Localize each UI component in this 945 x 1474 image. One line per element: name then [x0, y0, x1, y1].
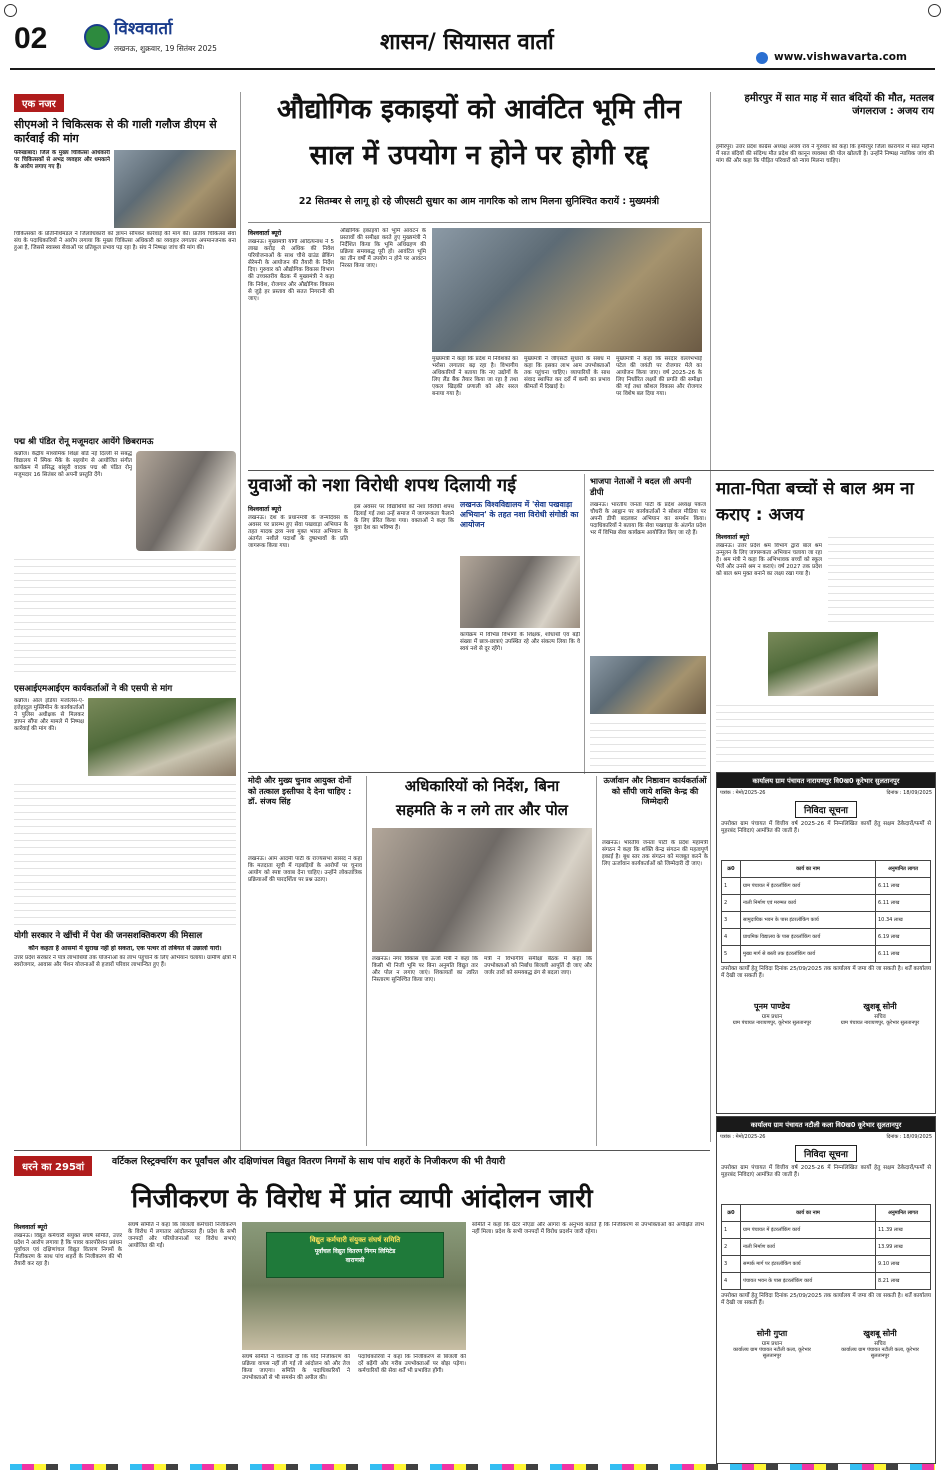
- tender1-office: कार्यालय ग्राम पंचायत नारायणपुर वि0ख0 कूरेभार सुलतानपुर: [717, 773, 935, 788]
- youth-body-c: कार्यक्रम में विभिन्न विभागों के शिक्षक, शोधार्थी एवं बड़ी संख्या में छात्र-छात्राएं उपस्थित रहे और संकल्प लिया कि वे स्वयं नशे से दूर रहेंगे।: [460, 632, 580, 653]
- tender2-intro: उपरोक्त ग्राम पंचायत में वित्तीय वर्ष 2025-26 में निम्नलिखित कार्यों हेतु सक्षम ठेकेदारों/फर्मों से मुहरबंद निविदाएं आमंत्रित की जाती हैं।: [721, 1165, 931, 1179]
- tender2-col-header: अनुमानित लागत: [876, 1205, 931, 1222]
- column-divider: [584, 474, 585, 774]
- bjp-photo: [590, 656, 706, 714]
- table-cell: ग्राम पंचायत में इंटरलॉकिंग कार्य: [741, 1222, 876, 1239]
- tender1-table: [721, 860, 931, 963]
- bottom-headline: निजीकरण के विरोध में प्रांत व्यापी आंदोलन जारी: [131, 1184, 593, 1214]
- table-cell: नाली निर्माण एवं मरम्मत कार्य: [741, 895, 876, 912]
- officials-photo: [372, 828, 592, 952]
- story1-photo: [114, 150, 236, 228]
- story4-headline: योगी सरकार ने खींची में पेश की जनसशक्तिकरण की मिसाल: [14, 931, 203, 941]
- table-cell: 8.21 लाख: [876, 1273, 931, 1290]
- modi-headline: मोदी और मुख्य चुनाव आयुक्त दोनों को तत्काल इस्तीफा दे देना चाहिए : डॉ. संजय सिंह: [248, 776, 352, 806]
- youth-col1: [248, 504, 348, 768]
- right-top-body: हमीरपुर। उत्तर प्रदेश कांग्रेस अध्यक्ष अजय राय ने गुरुवार को कहा कि हमीरपुर जिला कारागार में सात महीनों में सात बंदियों की संदिग्ध मौत प्रदेश की कानून व्यवस्था की पोल खोलती है। उन्होंने निष्पक्ष न्यायिक जांच की मांग की और कहा कि पीड़ित परिवारों को न्याय मिलना चाहिए।: [716, 144, 934, 165]
- tender1-sign-left-name: पूनम पाण्डेय: [754, 1002, 790, 1011]
- table-cell: 2: [722, 895, 741, 912]
- table-cell: 1: [722, 878, 741, 895]
- modi-body: लखनऊ। आम आदमी पार्टी के राज्यसभा सांसद ने कहा कि मतदाता सूची में गड़बड़ियों के आरोपों पर चुनाव आयोग को स्पष्ट जवाब देना चाहिए। उन्होंने लोकतांत्रिक प्रक्रियाओं की पारदर्शिता पर प्रश्न उठाए।: [248, 856, 362, 884]
- tender1-sign-left-role: ग्राम प्रधान: [761, 1014, 783, 1020]
- table-cell: 6.11 लाख: [876, 895, 931, 912]
- bottom-col1: [14, 1222, 122, 1456]
- youth-headline: युवाओं को नशा विरोधी शपथ दिलायी गई: [248, 475, 517, 496]
- bottom-banner-line2: पूर्वांचल विद्युत वितरण निगम लिमिटेड: [314, 1248, 396, 1255]
- youth-byline: विश्ववार्ता ब्यूरो: [248, 506, 282, 513]
- lead-headline-line1: औद्योगिक इकाइयों को आवंटित भूमि तीन: [276, 94, 682, 125]
- masthead: [0, 0, 945, 66]
- story2-photo: [136, 451, 236, 551]
- bottom-body-col2: संघर्ष समिति ने कहा कि बिजली कर्मचारी निजीकरण के विरोध में लगातार आंदोलनरत हैं। प्रदेश के सभी जनपदों और परियोजनाओं पर विरोध सभाएं आयोजित की गईं।: [128, 1222, 236, 1250]
- tender2-sign-right-name: खुशबू सोनी: [863, 1329, 897, 1338]
- tender2-sign-right-place: कार्यालय ग्राम पंचायत नटौली कला, कूरेभार सुलतानपुर: [841, 1347, 919, 1359]
- table-row: [722, 1239, 931, 1256]
- bjp-body-a: लखनऊ। भारतीय जनता पार्टी के प्रदेश अध्यक्ष पंकज चौधरी के आह्वान पर कार्यकर्ताओं ने सोशल मीडिया पर अपनी डीपी बदलकर अभियान का समर्थन किया। पदाधिकारियों ने बताया कि सेवा पखवाड़ा के अंतर्गत प्रदेश भर में विभिन्न सेवा कार्यक्रम आयोजित किए जा रहे हैं।: [590, 502, 706, 537]
- section-rule: [248, 470, 934, 471]
- tender2-col-header: क्र0: [722, 1205, 741, 1222]
- bottom-body-col3: संघर्ष समिति ने चेतावनी दी कि यदि निजीकरण की प्रक्रिया वापस नहीं ली गई तो आंदोलन को और तेज किया जाएगा। समिति के पदाधिकारियों ने उपभोक्ताओं से भी समर्थन की अपील की।: [242, 1354, 350, 1382]
- bottom-body-col1: लखनऊ। विद्युत कर्मचारी संयुक्त संघर्ष समिति, उत्तर प्रदेश ने आरोप लगाया है कि पावर कारपोरेशन प्रबंधन पूर्वांचल एवं दक्षिणांचल विद्युत वितरण निगमों के निजीकरण के साथ पांच शहरों के निजीकरण की भी तैयारी कर रहा है।: [14, 1233, 122, 1268]
- table-cell: ग्राम पंचायत में इंटरलॉकिंग कार्य: [741, 878, 876, 895]
- table-row: [722, 878, 931, 895]
- table-cell: 6.11 लाख: [876, 946, 931, 963]
- energy-body: लखनऊ। भारतीय जनता पार्टी के प्रदेश महामंत्री संगठन ने कहा कि शक्ति केन्द्र संगठन की महत्वपूर्ण इकाई है। बूथ स्तर तक संगठन को मजबूत करने के लिए ऊर्जावान कार्यकर्ताओं को जिम्मेदारी दी जाए।: [602, 840, 708, 868]
- tender1-col-header: अनुमानित लागत: [876, 861, 931, 878]
- story4-body: उत्तर प्रदेश सरकार ने पात्र लाभार्थियों तक योजनाओं का लाभ पहुंचाने के लिए अभियान चलाया। ग्रामीण क्षेत्रों में स्वरोजगार, आवास और पेंशन योजनाओं से हजारों परिवार लाभान्वित हुए हैं।: [14, 955, 236, 969]
- paper-name: विश्ववार्ता: [114, 19, 173, 39]
- parents-body: लखनऊ। उत्तर प्रदेश श्रम विभाग द्वारा बाल श्रम उन्मूलन के लिए जागरूकता अभियान चलाया जा रहा है। श्रम मंत्री ने कहा कि अभिभावक बच्चों को स्कूल भेजें और उनसे श्रम न कराएं। वर्ष 2027 तक प्रदेश को बाल श्रम मुक्त बनाने का लक्ष्य रखा गया है।: [716, 543, 822, 578]
- table-cell: 3: [722, 912, 741, 929]
- table-cell: 4: [722, 929, 741, 946]
- tender1-intro: उपरोक्त ग्राम पंचायत में वित्तीय वर्ष 2025-26 में निम्नलिखित कार्यों हेतु सक्षम ठेकेदारों/फर्मों से मुहरबंद निविदाएं आमंत्रित की जाती हैं।: [721, 821, 931, 835]
- left-column: [14, 92, 236, 1147]
- bjp-body-cont: [590, 718, 706, 768]
- dateline: लखनऊ, शुक्रवार, 19 सितंबर 2025: [114, 44, 217, 53]
- tender2-office: कार्यालय ग्राम पंचायत नटौली कला वि0ख0 कूरेभार सुलतानपुर: [717, 1117, 935, 1132]
- table-cell: 5: [722, 946, 741, 963]
- table-cell: 6.11 लाख: [876, 878, 931, 895]
- bottom-banner: [266, 1232, 444, 1278]
- lead-headline-line2: साल में उपयोग न होने पर होगी रद्द: [309, 140, 649, 171]
- table-cell: 13.99 लाख: [876, 1239, 931, 1256]
- tender2-footer: उपरोक्त कार्यों हेतु निविदा दिनांक 25/09/2025 तक कार्यालय में जमा की जा सकती है। शर्तें कार्यालय में देखी जा सकती हैं।: [721, 1293, 931, 1307]
- table-row: [722, 1256, 931, 1273]
- tender2-title: निविदा सूचना: [795, 1145, 857, 1162]
- tender1-footer: उपरोक्त कार्यों हेतु निविदा दिनांक 25/09/2025 तक कार्यालय में जमा की जा सकती है। शर्तें कार्यालय में देखी जा सकती हैं।: [721, 966, 931, 980]
- column-divider: [366, 776, 367, 1146]
- column-divider: [710, 92, 711, 1142]
- tender2-letter-no: पत्रांक : मेमो/2025-26: [720, 1134, 766, 1140]
- officials-body-b: मंत्री ने विभागीय समीक्षा बैठक में कहा कि उपभोक्ताओं को निर्बाध बिजली आपूर्ति दी जाए और जर्जर तारों को समयबद्ध ढंग से बदला जाए।: [484, 956, 592, 977]
- story4-sub: कौन कहता है आसमां में सुराख नहीं हो सकता, एक पत्थर तो तबियत से उछालो यारो।: [28, 945, 222, 952]
- parents-body-cont2: [716, 700, 934, 766]
- column-divider: [240, 92, 241, 1150]
- section-title: शासन/ सियासत वार्ता: [380, 30, 554, 55]
- section-rule: [248, 772, 710, 773]
- tender1-col-header: कार्य का नाम: [741, 861, 876, 878]
- officials-headline-line2: सहमति के न लगे तार और पोल: [396, 801, 568, 819]
- table-cell: प्राथमिक विद्यालय के पास इंटरलॉकिंग कार्य: [741, 929, 876, 946]
- youth-photo: [460, 556, 580, 628]
- story2-headline: पद्म श्री पंडित रोनू मजूमदार आयेंगे छिबरामऊ: [14, 437, 154, 447]
- story3-body: कन्नौज। ऑल इंडिया मजलिस-ए-इत्तेहादुल मुस्लिमीन के कार्यकर्ताओं ने पुलिस अधीक्षक से मिलकर ज्ञापन सौंपा और मामले में निष्पक्ष कार्रवाई की मांग की।: [14, 698, 84, 733]
- table-cell: नाली निर्माण कार्य: [741, 1239, 876, 1256]
- tender1-col-header: क्र0: [722, 861, 741, 878]
- lead-subhead: 22 सितम्बर से लागू हो रहे जीएसटी सुधार का आम नागरिक को लाभ मिलना सुनिश्चित करायें : मुख्यमंत्री: [298, 196, 660, 207]
- youth-body-b: इस अवसर पर विद्यार्थियों को नशा विरोधी शपथ दिलाई गई तथा उन्हें समाज में जागरूकता फैलाने के लिए प्रेरित किया गया। वक्ताओं ने कहा कि युवा देश का भविष्य हैं।: [354, 504, 454, 532]
- table-cell: 9.10 लाख: [876, 1256, 931, 1273]
- bottom-byline: विश्ववार्ता ब्यूरो: [14, 1224, 48, 1231]
- lead-subhead-rule: [248, 222, 710, 223]
- youth-body-a: लखनऊ। देश के प्रधानमंत्री के जन्मदिवस के अवसर पर प्रारम्भ हुए सेवा पखवाड़ा अभियान के तहत मादक द्रव्य नशा मुक्त भारत अभियान के अंतर्गत नशीले पदार्थों के दुष्प्रभावों के प्रति जागरूक किया गया।: [248, 515, 348, 550]
- color-calibration-strip: [10, 1464, 935, 1470]
- bottom-kicker: धरने का 295वां: [14, 1156, 92, 1176]
- lead-body-col3: मुख्यमंत्री ने कहा कि प्रदेश में निवेशकों का भरोसा लगातार बढ़ रहा है। विभागीय अधिकारियों ने बताया कि नए उद्योगों के लिए लैंड बैंक तैयार किया जा रहा है तथा एकल खिड़की प्रणाली को और सरल बनाया गया है।: [432, 356, 518, 398]
- table-cell: मुख्य मार्ग से बस्ती तक इंटरलॉकिंग कार्य: [741, 946, 876, 963]
- tender1-title: निविदा सूचना: [795, 801, 857, 818]
- bottom-banner-line3: वाराणसी: [345, 1257, 365, 1264]
- globe-icon: [756, 52, 768, 64]
- bottom-body-col4: पदाधिकारियों ने कहा कि निजीकरण से बिजली की दरें बढ़ेंगी और गरीब उपभोक्ताओं पर बोझ पड़ेगा। कर्मचारियों की सेवा शर्तें भी प्रभावित होंगी।: [358, 1354, 466, 1375]
- right-top-headline: हमीरपुर में सात माह में सात बंदियों की मौत, मतलब जंगलराज : अजय राय: [744, 93, 934, 117]
- tender1-sign-right-role: सचिव: [874, 1014, 886, 1020]
- tender1-sign-left-place: ग्राम पंचायत नारायणपुर, कूरेभार सुलतानपुर: [732, 1020, 812, 1026]
- lead-body-col4: मुख्यमंत्री ने जीएसटी सुधारों के संबंध में कहा कि इसका लाभ आम उपभोक्ताओं तक पहुंचना चाहिए। व्यापारियों के साथ संवाद स्थापित कर दरों में कमी का प्रभाव कीमतों में दिखाई दे।: [524, 356, 610, 391]
- story3-body-cont: [14, 779, 236, 925]
- website-url[interactable]: www.vishwavarta.com: [774, 51, 907, 63]
- story1-lead: फर्रुखाबाद। जिले के मुख्य चिकित्सा अधिकारी पर चिकित्सकों से अभद्र व्यवहार और धमकाने के आरोप लगाए गए हैं।: [14, 150, 110, 171]
- registration-mark-icon: [928, 4, 941, 17]
- story2-body: कन्नौज। केंद्रीय माध्यमिक शिक्षा बोर्ड नई दिल्ली से संबद्ध विद्यालय में स्पिक मैके के सहयोग से आयोजित संगीत कार्यक्रम में प्रसिद्ध बांसुरी वादक पद्म श्री पंडित रोनू मजूमदार 16 सितंबर को अपनी प्रस्तुति देंगे।: [14, 451, 132, 479]
- table-row: [722, 895, 931, 912]
- masthead-logo-icon: [84, 24, 110, 50]
- parents-headline: माता-पिता बच्चों से बाल श्रम ना कराए : अजय: [716, 479, 914, 525]
- parents-byline: विश्ववार्ता ब्यूरो: [716, 534, 750, 541]
- story2-body-cont: [14, 554, 236, 678]
- lead-photo: [432, 228, 702, 352]
- tender1-letter-no: पत्रांक : मेमो/2025-26: [720, 790, 766, 796]
- table-cell: पंचायत भवन के पास इंटरलॉकिंग कार्य: [741, 1273, 876, 1290]
- section-rule: [14, 1150, 710, 1151]
- lead-body-col1: लखनऊ। मुख्यमंत्री योगी आदित्यनाथ ने 5 लाख करोड़ से अधिक की निवेश परियोजनाओं के साथ चौथे ग्राउंड ब्रेकिंग सेरेमनी के आयोजन की तैयारी के निर्देश दिए। गुरुवार को औद्योगिक विकास विभाग की उच्चस्तरीय बैठक में मुख्यमंत्री ने कहा कि निवेश, रोजगार और औद्योगिक विकास से जुड़े हर प्रस्ताव की सतत निगरानी की जाए।: [248, 239, 334, 302]
- tender2-sign-left-name: सोनी गुप्ता: [756, 1329, 788, 1338]
- bottom-body-col5: समिति ने कहा कि ग्रेटर नोएडा और आगरा के अनुभव बताते हैं कि निजीकरण से उपभोक्ताओं को अपेक्षित लाभ नहीं मिला। प्रदेश के सभी जनपदों में विरोध प्रदर्शन जारी रहेगा।: [472, 1222, 704, 1236]
- page-number: 02: [14, 22, 48, 55]
- masthead-rule: [10, 68, 935, 70]
- officials-headline-line1: अधिकारियों को निर्देश, बिना: [404, 777, 560, 795]
- officials-body-a: लखनऊ। नगर विकास एवं ऊर्जा मंत्री ने कहा कि किसी भी निजी भूमि पर बिना अनुमति विद्युत तार और पोल न लगाए जाएं। शिकायतों का त्वरित निस्तारण सुनिश्चित किया जाए।: [372, 956, 478, 984]
- parents-body-cont: [828, 532, 934, 628]
- table-cell: 1: [722, 1222, 741, 1239]
- story1-body: चिकित्सकों के प्रतिनिधिमंडल ने जिलाधिकारी को ज्ञापन सौंपकर कार्रवाई की मांग की। प्रांतीय चिकित्सा सेवा संघ के पदाधिकारियों ने आरोप लगाया कि मुख्य चिकित्सा अधिकारी का व्यवहार लगातार अपमानजनक बना हुआ है, जिससे स्वास्थ्य सेवाओं पर प्रतिकूल प्रभाव पड़ रहा है। संघ ने निष्पक्ष जांच की मांग की।: [14, 231, 236, 252]
- bottom-photo: [242, 1222, 466, 1350]
- table-row: [722, 1273, 931, 1290]
- parents-photo: [768, 632, 878, 696]
- registration-mark-icon: [4, 4, 17, 17]
- bottom-banner-line1: विद्युत कर्मचारी संयुक्त संघर्ष समिति: [309, 1236, 401, 1244]
- story3-photo: [88, 698, 236, 776]
- tender2-sign-right-role: सचिव: [874, 1341, 886, 1347]
- tender2-sign-left-role: ग्राम प्रधान: [761, 1341, 783, 1347]
- lead-byline: विश्ववार्ता ब्यूरो: [248, 230, 282, 237]
- bjp-headline: भाजपा नेताओं ने बदल ली अपनी डीपी: [590, 476, 692, 497]
- column-divider: [596, 776, 597, 1146]
- tender1-sign-right-name: खुशबू सोनी: [863, 1002, 897, 1011]
- table-cell: 3: [722, 1256, 741, 1273]
- lead-col1: [248, 228, 334, 464]
- tender2-date: दिनांक : 18/09/2025: [886, 1134, 932, 1140]
- table-row: [722, 929, 931, 946]
- tender1-date: दिनांक : 18/09/2025: [886, 790, 932, 796]
- story3-headline: एसआईएमआईएम कार्यकर्ताओं ने की एसपी से मांग: [14, 684, 173, 694]
- story1-headline: सीएमओ ने चिकित्सक से की गाली गलौज डीएम से कार्रवाई की मांग: [14, 118, 217, 145]
- table-cell: 2: [722, 1239, 741, 1256]
- tender1-box: [716, 772, 936, 1114]
- table-cell: 10.34 लाख: [876, 912, 931, 929]
- table-cell: सामुदायिक भवन के पास इंटरलॉकिंग कार्य: [741, 912, 876, 929]
- tender2-sign-left-place: कार्यालय ग्राम पंचायत नटौली कला, कूरेभार सुलतानपुर: [733, 1347, 811, 1359]
- table-cell: 4: [722, 1273, 741, 1290]
- table-row: [722, 912, 931, 929]
- tender1-sign-right-place: ग्राम पंचायत नारायणपुर, कूरेभार सुलतानपुर: [840, 1020, 920, 1026]
- tender2-box: [716, 1116, 936, 1464]
- tender2-table: [721, 1204, 931, 1290]
- energy-headline: ऊर्जावान और निष्ठावान कार्यकर्ताओं को सौंपी जाये शक्ति केन्द्र की जिम्मेदारी: [603, 776, 707, 806]
- tender2-col-header: कार्य का नाम: [741, 1205, 876, 1222]
- table-cell: 11.39 लाख: [876, 1222, 931, 1239]
- table-row: [722, 1222, 931, 1239]
- table-row: [722, 946, 931, 963]
- table-cell: 6.19 लाख: [876, 929, 931, 946]
- lead-body-col2: औद्योगिक इकाइयों को भूमि आवंटन के प्रस्तावों की समीक्षा करते हुए मुख्यमंत्री ने निर्देशित किया कि भूमि अधिग्रहण की प्रक्रिया समयबद्ध पूरी हो। आवंटित भूमि का तीन वर्षों में उपयोग न होने पर आवंटन निरस्त किया जाए।: [340, 228, 426, 270]
- ek-nazar-label: एक नजर: [14, 94, 64, 112]
- lead-body-col5: मुख्यमंत्री ने कहा कि सरदार वल्लभभाई पटेल की जयंती पर रोजगार मेले का आयोजन किया जाए। वर्ष 2025-26 के लिए निर्धारित लक्ष्यों की प्रगति की समीक्षा की गई तथा कौशल विकास और रोजगार पर विशेष बल दिया गया।: [616, 356, 702, 398]
- youth-photo-caption: लखनऊ विश्वविद्यालय में 'सेवा पखवाड़ा अभियान' के तहत नशा विरोधी संगोष्ठी का आयोजन: [460, 500, 579, 529]
- table-cell: सम्पर्क मार्ग पर इंटरलॉकिंग कार्य: [741, 1256, 876, 1273]
- bottom-deck: वर्टिकल रिस्ट्रक्चरिंग कर पूर्वांचल और दक्षिणांचल विद्युत वितरण निगमों के साथ पांच शहरों के निजीकरण की भी तैयारी: [112, 1156, 506, 1167]
